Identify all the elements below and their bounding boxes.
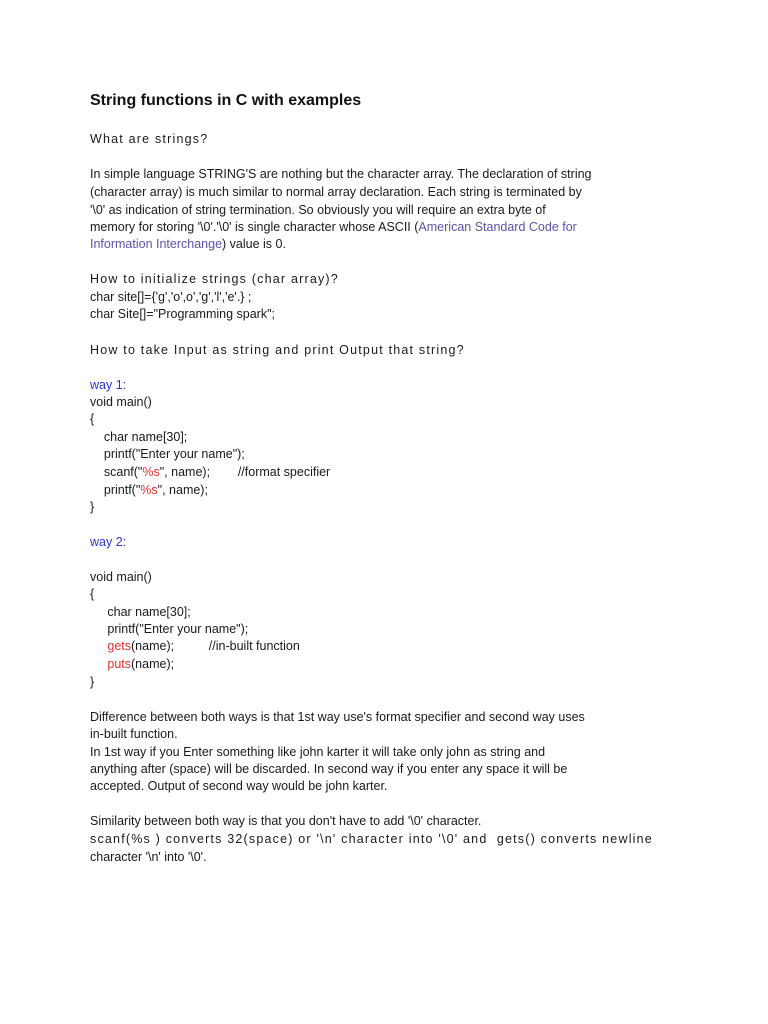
init-line-1: char site[]={'g','o',o','g','l','e'.} ; — [90, 290, 252, 304]
way1-printf-b: ", name); — [157, 483, 208, 497]
way1-open-brace: { — [90, 412, 95, 426]
puts-function: puts — [107, 657, 132, 671]
intro-line-1: In simple language STRING'S are nothing but the character array. The declaration of string — [90, 167, 592, 181]
similarity-line-2: scanf(%s ) converts 32(space) or '\n' character into '\0' and gets() converts newline — [90, 832, 653, 846]
way1-printf-format: %s — [140, 483, 158, 497]
page-title: String functions in C with examples — [90, 92, 362, 109]
way1-printf-a: printf(" — [90, 483, 141, 497]
way1-prompt: printf("Enter your name"); — [90, 447, 245, 461]
way1-decl: char name[30]; — [90, 430, 188, 444]
way1-printf — [90, 482, 208, 499]
way2-main: void main() — [90, 570, 152, 584]
way2-prompt: printf("Enter your name"); — [90, 622, 249, 636]
ascii-link[interactable]: American Standard Code for — [418, 220, 577, 234]
way2-gets-rest: (name); //in-built function — [131, 639, 300, 653]
way2-gets — [90, 638, 300, 655]
way2-puts-indent — [90, 657, 107, 671]
intro-line-4-text: memory for storing '\0'.'\0' is single character whose ASCII ( — [90, 220, 419, 234]
way2-close-brace: } — [90, 675, 95, 689]
similarity-line-1: Similarity between both way is that you don't have to add '\0' character. — [90, 814, 482, 828]
way1-label: way 1: — [90, 378, 127, 392]
way2-gets-indent — [90, 639, 107, 653]
way2-decl: char name[30]; — [90, 605, 191, 619]
ascii-link-continued[interactable]: Information Interchange — [90, 237, 223, 251]
difference-line-5: accepted. Output of second way would be john karter. — [90, 779, 388, 793]
way1-scanf-a: scanf(" — [90, 465, 143, 479]
difference-line-1: Difference between both ways is that 1st way use's format specifier and second way uses — [90, 710, 585, 724]
question-what-are-strings: What are strings? — [90, 132, 209, 146]
intro-line-2: (character array) is much similar to normal array declaration. Each string is terminated by — [90, 185, 582, 199]
way1-scanf-b: ", name); //format specifier — [159, 465, 331, 479]
way2-open-brace: { — [90, 587, 95, 601]
difference-line-3: In 1st way if you Enter something like john karter it will take only john as string and — [90, 745, 546, 759]
way1-close-brace: } — [90, 500, 95, 514]
way1-main: void main() — [90, 395, 152, 409]
intro-line-5 — [90, 236, 286, 253]
way1-scanf-format: %s — [142, 465, 160, 479]
difference-line-4: anything after (space) will be discarded. In second way if you enter any space it will be — [90, 762, 568, 776]
intro-line-4 — [90, 219, 577, 236]
way2-puts-rest: (name); — [131, 657, 175, 671]
question-initialize-strings: How to initialize strings (char array)? — [90, 272, 339, 286]
similarity-line-3: character '\n' into '\0'. — [90, 850, 207, 864]
way2-puts — [90, 656, 174, 673]
way1-scanf — [90, 464, 330, 481]
difference-line-2: in-built function. — [90, 727, 178, 741]
intro-line-3: '\0' as indication of string termination. So obviously you will require an extra byte of — [90, 203, 546, 217]
gets-function: gets — [107, 639, 132, 653]
intro-line-5-text: ) value is 0. — [222, 237, 286, 251]
way2-label: way 2: — [90, 535, 127, 549]
question-input-output: How to take Input as string and print Output that string? — [90, 343, 465, 357]
init-line-2: char Site[]="Programming spark"; — [90, 307, 275, 321]
